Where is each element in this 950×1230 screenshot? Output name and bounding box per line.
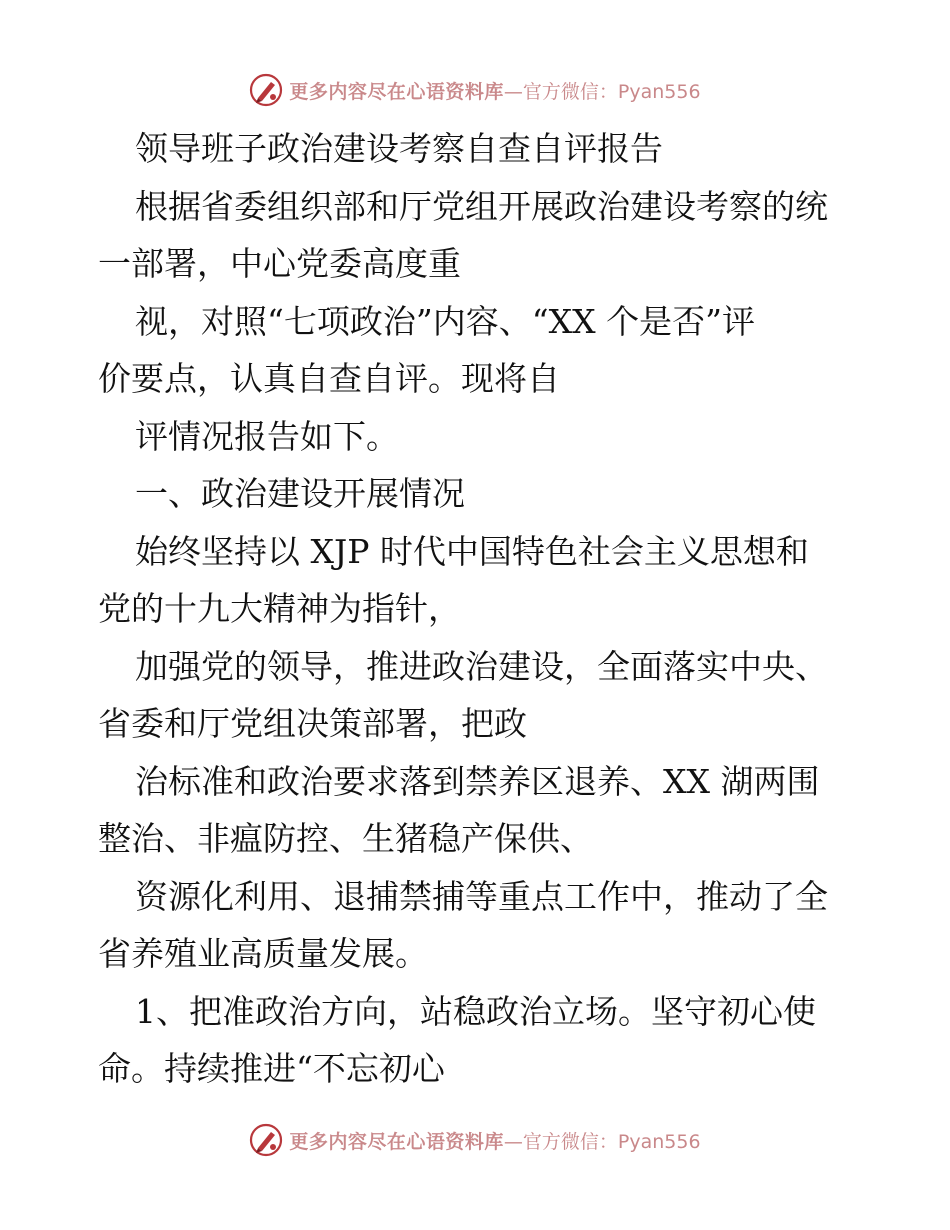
text-line: 党的十九大精神为指针， [98,589,461,628]
pen-logo-icon [249,73,283,107]
document-title: 领导班子政治建设考察自查自评报告 [135,129,663,168]
text-line: 资源化利用、退捕禁捕等重点工作中，推动了全 [135,876,828,916]
document-body [98,120,858,1098]
pen-logo-icon [249,1123,283,1157]
text-line: 根据省委组织部和厅党组开展政治建设考察的统 [135,186,828,226]
watermark-brand-text: 更多内容尽在心语资料库 [289,1130,504,1153]
text-line: 价要点，认真自查自评。现将自 [98,359,560,398]
text-line: 整治、非瘟防控、生猪稳产保供、 [98,819,593,858]
watermark-brand-text: 更多内容尽在心语资料库 [289,80,504,103]
text-line: 加强党的领导，推进政治建设，全面落实中央、 [135,646,828,686]
text-line: 1、把准政治方向，站稳政治立场。坚守初心使 [135,991,816,1031]
text-line: 命。持续推进“不忘初心 [98,1049,445,1088]
text-line: 视，对照“七项政治”内容、“XX 个是否”评 [135,301,755,341]
watermark-wechat-text: —官方微信：Pyan556 [503,1130,701,1153]
text-line: 省委和厅党组决策部署，把政 [98,704,527,743]
text-line: 治标准和政治要求落到禁养区退养、XX 湖两围 [135,761,820,801]
watermark-wechat-text: —官方微信：Pyan556 [503,80,701,103]
text-line: 省养殖业高质量发展。 [98,934,428,973]
text-line: 始终坚持以 XJP 时代中国特色社会主义思想和 [135,531,809,571]
text-line: 一部署，中心党委高度重 [98,244,461,283]
text-line: 评情况报告如下。 [135,416,399,456]
footer-watermark [0,1120,950,1160]
header-watermark [0,70,950,110]
text-line: 一、政治建设开展情况 [135,474,465,513]
